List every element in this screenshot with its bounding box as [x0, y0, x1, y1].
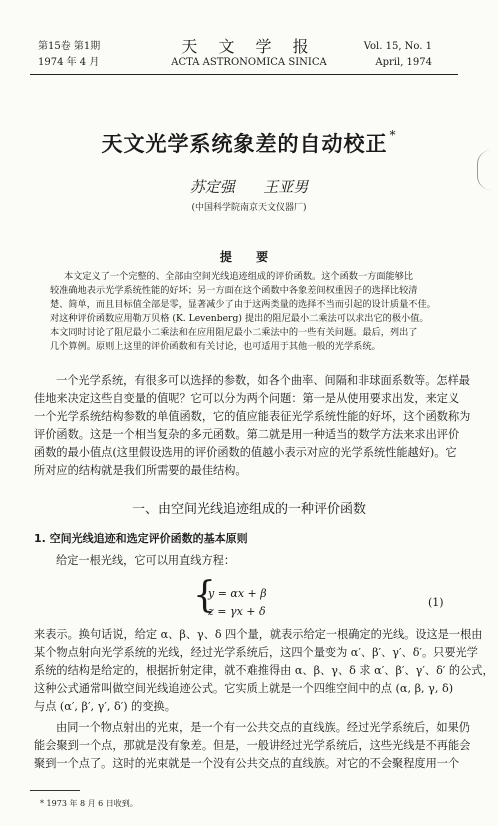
- abstract-heading: 提 要: [219, 250, 279, 264]
- affiliation: (中国科学院南京天文仪器厂): [191, 203, 307, 213]
- paragraph-line: 聚到一个点了。这时的光束就是一个没有公共交点的直线族。对它的不会聚程度用一个: [34, 757, 460, 770]
- equation-brace: {: [193, 575, 216, 616]
- equation-number: (1): [428, 596, 444, 609]
- title-footnote-mark: *: [389, 128, 397, 142]
- paragraph-line: 系统的结构是给定的，根据折射定律，就不难推得由 α、β、γ、δ 求 α′、β′、γ′、δ′ 的公式，: [34, 664, 494, 677]
- abstract-line: 楚、简单，而且目标值全部是零，显著减少了由于这两类量的选择不当而引起的设计质量不佳。: [50, 299, 436, 310]
- paragraph-line: 能会聚到一个点，那就是没有象差。但是，一般讲经过光学系统后，这些光线是不再能会: [34, 739, 471, 752]
- section-heading: 一、由空间光线追迹组成的一种评价函数: [131, 502, 366, 517]
- intro-line: 评价函数。这是一个相当复杂的多元函数。第二就是用一种适当的数学方法来求出评价: [34, 428, 460, 441]
- paper-title: 天文光学系统象差的自动校正 *: [101, 128, 397, 156]
- header-date: 1974 年 4 月: [38, 57, 100, 68]
- footnote: * 1973 年 8 月 6 日收到。: [40, 799, 138, 808]
- intro-line: 所对应的结构就是我们所需要的最佳结构。: [34, 464, 247, 477]
- paragraph-text: 给定一根光线，它可以用直线方程：: [56, 554, 236, 567]
- intro-line: 一个光学系统结构参数的单值函数，它的值应能表征光学系统性能的好坏，这个函数称为: [34, 410, 471, 423]
- abstract-line: 对这种评价函数应用勒万贝格 (K. Levenberg) 提出的阻尼最小二乘法可以求出它的极小值。: [50, 313, 429, 324]
- paragraph-line: 某个物点射向光学系统的光线，经过光学系统后，这四个量变为 α′、β′、γ′、δ′。只要光学: [34, 646, 478, 659]
- intro-line: 函数的最小值点(这里假设选用的评价函数的值越小表示对应的光学系统性能越好)。它: [34, 446, 457, 459]
- header-volume: 第15卷 第1期: [38, 41, 101, 52]
- abstract-line: 较准确地表示光学系统性能的好坏；另一方面在这个函数中各象差间权重因子的选择比较清: [50, 285, 418, 296]
- journal-title-en: ACTA ASTRONOMICA SINICA: [171, 57, 327, 68]
- header-date-en: April, 1974: [375, 57, 432, 68]
- footnote-rule: [30, 790, 80, 791]
- abstract-line: 本文同时讨论了阻尼最小二乘法和在应用阻尼最小二乘法中的一些有关问题。最后，列出了: [50, 327, 418, 338]
- authors: 苏定强 王亚男: [189, 178, 309, 196]
- intro-line: 一个光学系统，有很多可以选择的参数，如各个曲率、间隔和非球面系数等。怎样最: [56, 374, 470, 387]
- equation-line: z = γx + δ: [208, 605, 266, 618]
- equation-line: y = αx + β: [208, 587, 267, 600]
- abstract-line: 本文定义了一个完整的、全部由空间光线追迹组成的评价函数。这个函数一方面能够比: [64, 271, 414, 282]
- subsection-heading: 1. 空间光线追迹和选定评价函数的基本原则: [34, 532, 248, 545]
- paragraph-line: 来表示。换句话说，给定 α、β、γ、δ 四个量，就表示给定一根确定的光线。设这是一根由: [34, 628, 483, 641]
- paragraph-line: 与点 (α′, β′, γ′, δ′) 的变换。: [34, 700, 176, 713]
- journal-title-cn: 天 文 学 报: [181, 37, 317, 56]
- header-vol-en: Vol. 15, No. 1: [363, 41, 432, 52]
- paragraph-line: 这种公式通常叫做空间光线追迹公式。它实质上就是一个四维空间中的点 (α, β, γ, δ): [34, 682, 454, 695]
- paragraph-line: 由同一个物点射出的光束，是一个有一公共交点的直线族。经过光学系统后，如果仍: [56, 721, 470, 734]
- header-rule: [30, 74, 458, 75]
- abstract-line: 几个算例。原则上这里的评价函数和有关讨论，也可适用于其他一般的光学系统。: [50, 341, 381, 352]
- intro-line: 佳地来决定这些自变量的值呢？它可以分为两个问题：第一是从使用要求出发，来定义: [34, 392, 460, 405]
